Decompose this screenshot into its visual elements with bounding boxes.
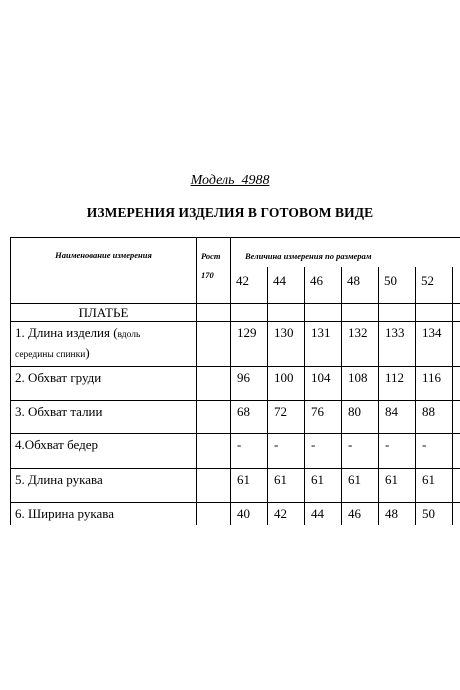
row-value: 50 (416, 503, 453, 526)
row-value: 61 (231, 469, 268, 503)
row-value: 42 (268, 503, 305, 526)
row-value: 61 (268, 469, 305, 503)
row-note2: середины спинки (15, 350, 86, 360)
row-rost (197, 503, 231, 526)
size-50: 50 (379, 267, 416, 304)
row-name (11, 322, 197, 367)
row-value: 130 (268, 322, 305, 367)
size-48: 48 (342, 267, 379, 304)
row-name: 6. Ширина рукава (11, 503, 197, 526)
row-value: - (268, 434, 305, 469)
section-empty (197, 304, 231, 322)
model-label: Модель (190, 173, 235, 188)
row-rost (197, 367, 231, 401)
row-extra (453, 503, 460, 526)
row-value: 46 (342, 503, 379, 526)
section-empty (342, 304, 379, 322)
row-value: - (379, 434, 416, 469)
row-value: 68 (231, 401, 268, 434)
row-name-text: 1. Длина изделия ( (15, 325, 118, 340)
section-empty (379, 304, 416, 322)
row-name: 5. Длина рукава (11, 469, 197, 503)
row-value: 96 (231, 367, 268, 401)
document-title: ИЗМЕРЕНИЯ ИЗДЕЛИЯ В ГОТОВОМ ВИДЕ (86, 205, 374, 220)
table-row (11, 367, 460, 401)
row-value: 61 (379, 469, 416, 503)
size-extra (453, 267, 460, 304)
row-value: 116 (416, 367, 453, 401)
row-rost (197, 434, 231, 469)
row-rost (197, 322, 231, 367)
table-row (11, 322, 460, 367)
row-value: 129 (231, 322, 268, 367)
row-value: - (305, 434, 342, 469)
row-value: - (416, 434, 453, 469)
row-value: 100 (268, 367, 305, 401)
row-value: 112 (379, 367, 416, 401)
row-value: 133 (379, 322, 416, 367)
header-rost (197, 238, 231, 304)
header-name: Наименование измерения (11, 238, 197, 304)
row-extra (453, 322, 460, 367)
row-value: - (342, 434, 379, 469)
row-value: 104 (305, 367, 342, 401)
section-empty (453, 304, 460, 322)
row-value: 61 (305, 469, 342, 503)
size-46: 46 (305, 267, 342, 304)
row-value: - (231, 434, 268, 469)
row-extra (453, 434, 460, 469)
row-value: 84 (379, 401, 416, 434)
table-row (11, 469, 460, 503)
row-name: 2. Обхват груди (11, 367, 197, 401)
section-empty (305, 304, 342, 322)
row-name: 3. Обхват талии (11, 401, 197, 434)
table-row (11, 434, 460, 469)
row-value: 72 (268, 401, 305, 434)
section-empty (268, 304, 305, 322)
section-empty (231, 304, 268, 322)
row-suffix: ) (85, 345, 90, 360)
row-extra (453, 367, 460, 401)
table-row (11, 503, 460, 526)
row-value: 88 (416, 401, 453, 434)
row-value: 48 (379, 503, 416, 526)
section-title: ПЛАТЬЕ (11, 304, 197, 322)
row-value: 131 (305, 322, 342, 367)
row-extra (453, 469, 460, 503)
row-value: 80 (342, 401, 379, 434)
row-value: 44 (305, 503, 342, 526)
section-empty (416, 304, 453, 322)
row-note: вдоль (117, 330, 141, 340)
row-value: 40 (231, 503, 268, 526)
row-value: 132 (342, 322, 379, 367)
model-number: 4988 (241, 173, 270, 188)
table-row (11, 401, 460, 434)
row-extra (453, 401, 460, 434)
row-value: 134 (416, 322, 453, 367)
model-caption (0, 173, 460, 189)
row-value: 61 (416, 469, 453, 503)
row-rost (197, 469, 231, 503)
row-rost (197, 401, 231, 434)
measurements-table-container (10, 237, 460, 525)
size-52: 52 (416, 267, 453, 304)
size-42: 42 (231, 267, 268, 304)
header-rost-value: 170 (201, 270, 214, 280)
row-value: 108 (342, 367, 379, 401)
header-rost-label: Рост (201, 251, 221, 261)
row-value: 61 (342, 469, 379, 503)
measurements-table (10, 237, 460, 525)
row-name: 4.Обхват бедер (11, 434, 197, 469)
size-44: 44 (268, 267, 305, 304)
header-sizes: Величина измерения по размерам (231, 238, 460, 267)
row-value: 76 (305, 401, 342, 434)
